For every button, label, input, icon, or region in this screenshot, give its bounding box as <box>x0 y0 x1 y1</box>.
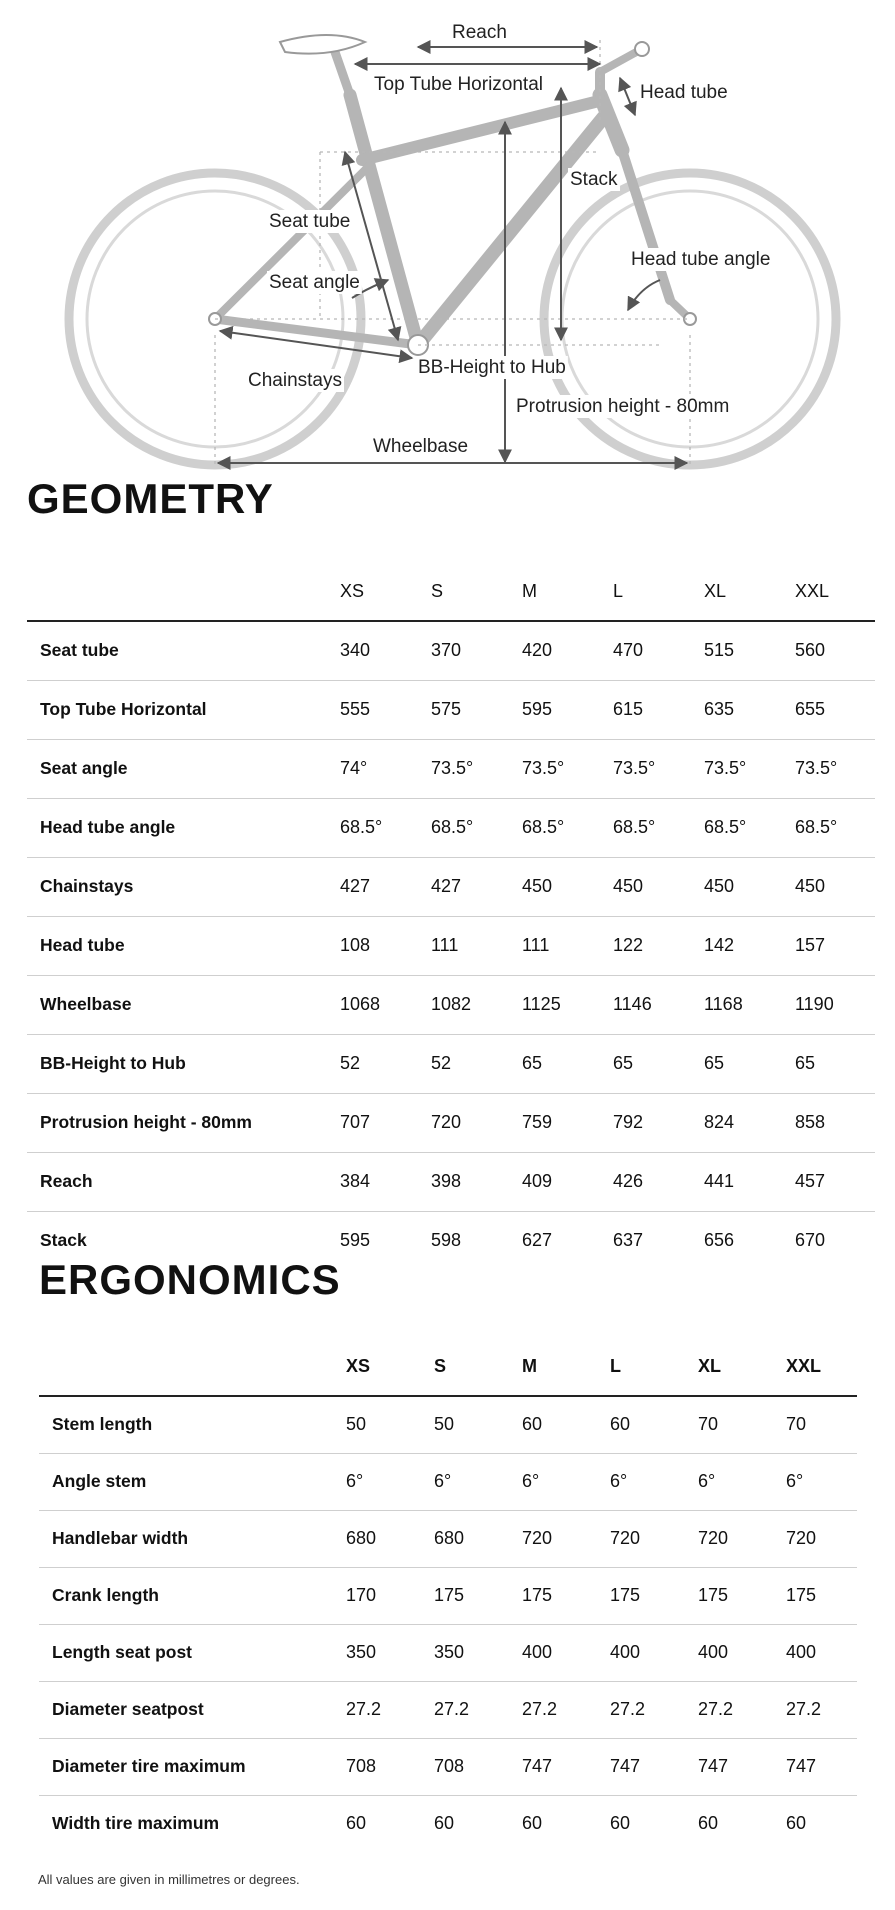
value-cell: 65 <box>795 1034 875 1093</box>
size-header: S <box>431 558 522 621</box>
value-cell: 1190 <box>795 975 875 1034</box>
table-row <box>27 798 875 857</box>
value-cell: 175 <box>610 1567 698 1624</box>
value-cell: 50 <box>434 1396 522 1453</box>
value-cell: 73.5° <box>522 739 613 798</box>
bike-geometry-diagram <box>0 0 895 470</box>
label-protrusion-height: Protrusion height - 80mm <box>516 396 730 417</box>
geometry-header-row <box>27 558 875 621</box>
value-cell: 1168 <box>704 975 795 1034</box>
value-cell: 792 <box>613 1093 704 1152</box>
value-cell: 6° <box>610 1453 698 1510</box>
header-blank <box>27 558 340 621</box>
value-cell: 450 <box>795 857 875 916</box>
label-bb-height-to-hub: BB-Height to Hub <box>418 357 566 378</box>
value-cell: 470 <box>613 621 704 680</box>
size-header: XL <box>704 558 795 621</box>
size-header: L <box>610 1338 698 1396</box>
value-cell: 759 <box>522 1093 613 1152</box>
table-row <box>39 1738 857 1795</box>
value-cell: 680 <box>434 1510 522 1567</box>
footnote: All values are given in millimetres or degrees. <box>38 1872 300 1887</box>
value-cell: 142 <box>704 916 795 975</box>
label-seat-tube: Seat tube <box>269 211 351 232</box>
table-row <box>39 1795 857 1852</box>
row-label: BB-Height to Hub <box>27 1034 340 1093</box>
value-cell: 52 <box>431 1034 522 1093</box>
value-cell: 427 <box>431 857 522 916</box>
value-cell: 595 <box>340 1230 371 1251</box>
value-cell: 680 <box>346 1510 434 1567</box>
row-label: Length seat post <box>39 1624 346 1681</box>
value-cell: 656 <box>704 1230 735 1251</box>
value-cell: 1146 <box>613 975 704 1034</box>
table-row <box>39 1510 857 1567</box>
value-cell: 409 <box>522 1152 613 1211</box>
value-cell: 6° <box>522 1453 610 1510</box>
value-cell: 60 <box>786 1813 807 1834</box>
value-cell: 635 <box>704 680 795 739</box>
value-cell: 157 <box>795 916 875 975</box>
value-cell: 427 <box>340 857 431 916</box>
table-row <box>27 916 875 975</box>
value-cell: 720 <box>522 1510 610 1567</box>
row-label: Protrusion height - 80mm <box>27 1093 340 1152</box>
ergonomics-header-row <box>39 1338 857 1396</box>
label-head-tube: Head tube <box>640 82 728 103</box>
value-cell: 707 <box>340 1093 431 1152</box>
table-row <box>27 857 875 916</box>
geometry-title: GEOMETRY <box>27 475 274 522</box>
value-cell: 350 <box>434 1624 522 1681</box>
table-row <box>39 1624 857 1681</box>
value-cell: 747 <box>698 1738 786 1795</box>
value-cell: 858 <box>795 1093 875 1152</box>
value-cell: 637 <box>613 1230 644 1251</box>
value-cell: 27.2 <box>346 1681 434 1738</box>
label-wheelbase: Wheelbase <box>373 436 469 457</box>
value-cell: 73.5° <box>704 739 795 798</box>
saddle <box>280 35 365 54</box>
value-cell: 175 <box>434 1567 522 1624</box>
value-cell: 65 <box>613 1034 704 1093</box>
value-cell: 68.5° <box>704 798 795 857</box>
value-cell: 426 <box>613 1152 704 1211</box>
value-cell: 457 <box>795 1152 875 1211</box>
handlebar <box>635 42 649 56</box>
value-cell: 27.2 <box>522 1681 610 1738</box>
label-stack: Stack <box>570 169 618 190</box>
row-label: Head tube angle <box>27 798 340 857</box>
label-reach: Reach <box>452 22 507 43</box>
value-cell: 60 <box>610 1813 631 1834</box>
value-cell: 108 <box>340 916 431 975</box>
table-row <box>27 621 875 680</box>
size-header: XS <box>340 558 431 621</box>
value-cell: 60 <box>610 1396 698 1453</box>
value-cell: 670 <box>795 1230 826 1251</box>
table-row <box>27 975 875 1034</box>
row-label: Reach <box>27 1152 340 1211</box>
table-row <box>27 1034 875 1093</box>
value-cell: 598 <box>431 1230 462 1251</box>
row-label: Wheelbase <box>27 975 340 1034</box>
value-cell: 400 <box>610 1624 698 1681</box>
value-cell: 400 <box>786 1624 857 1681</box>
value-cell: 68.5° <box>431 798 522 857</box>
table-row <box>39 1396 857 1453</box>
value-cell: 720 <box>698 1510 786 1567</box>
value-cell: 73.5° <box>431 739 522 798</box>
value-cell: 73.5° <box>795 739 875 798</box>
value-cell: 6° <box>434 1453 522 1510</box>
row-label: Head tube <box>27 916 340 975</box>
size-header: XXL <box>786 1338 857 1396</box>
table-row <box>39 1453 857 1510</box>
row-label: Handlebar width <box>39 1510 346 1567</box>
label-top-tube-horizontal: Top Tube Horizontal <box>374 74 543 95</box>
value-cell: 398 <box>431 1152 522 1211</box>
value-cell: 27.2 <box>610 1681 698 1738</box>
value-cell: 170 <box>346 1567 434 1624</box>
value-cell: 70 <box>786 1396 857 1453</box>
value-cell: 1082 <box>431 975 522 1034</box>
value-cell: 384 <box>340 1152 431 1211</box>
value-cell: 68.5° <box>795 798 875 857</box>
value-cell: 175 <box>786 1567 857 1624</box>
value-cell: 747 <box>786 1738 857 1795</box>
table-row <box>39 1681 857 1738</box>
row-label: Crank length <box>39 1567 346 1624</box>
ergonomics-table <box>39 1338 857 1852</box>
table-row <box>27 680 875 739</box>
value-cell: 720 <box>786 1510 857 1567</box>
value-cell: 27.2 <box>698 1681 786 1738</box>
value-cell: 73.5° <box>613 739 704 798</box>
value-cell: 1068 <box>340 975 431 1034</box>
value-cell: 441 <box>704 1152 795 1211</box>
value-cell: 515 <box>704 621 795 680</box>
value-cell: 720 <box>431 1093 522 1152</box>
value-cell: 420 <box>522 621 613 680</box>
value-cell: 27.2 <box>434 1681 522 1738</box>
value-cell: 720 <box>610 1510 698 1567</box>
value-cell: 60 <box>346 1813 367 1834</box>
size-header: L <box>613 558 704 621</box>
value-cell: 50 <box>346 1396 434 1453</box>
value-cell: 450 <box>522 857 613 916</box>
value-cell: 60 <box>522 1396 610 1453</box>
value-cell: 111 <box>431 916 522 975</box>
row-label: Angle stem <box>39 1453 346 1510</box>
value-cell: 747 <box>610 1738 698 1795</box>
row-label: Seat angle <box>27 739 340 798</box>
value-cell: 175 <box>522 1567 610 1624</box>
value-cell: 450 <box>704 857 795 916</box>
row-label: Chainstays <box>27 857 340 916</box>
row-label: Diameter seatpost <box>39 1681 346 1738</box>
value-cell: 74° <box>340 739 431 798</box>
value-cell: 627 <box>522 1230 553 1251</box>
value-cell: 6° <box>786 1453 857 1510</box>
value-cell: 615 <box>613 680 704 739</box>
size-header: M <box>522 1338 610 1396</box>
size-header: S <box>434 1338 522 1396</box>
row-label: Stack <box>40 1230 87 1251</box>
value-cell: 747 <box>522 1738 610 1795</box>
table-row <box>27 1093 875 1152</box>
row-label: Stem length <box>39 1396 346 1453</box>
value-cell: 60 <box>434 1813 455 1834</box>
ergonomics-title: ERGONOMICS <box>39 1256 341 1303</box>
value-cell: 350 <box>346 1624 434 1681</box>
value-cell: 370 <box>431 621 522 680</box>
bike-illustration <box>0 0 895 470</box>
value-cell: 595 <box>522 680 613 739</box>
row-label: Top Tube Horizontal <box>27 680 340 739</box>
row-label: Seat tube <box>27 621 340 680</box>
label-head-tube-angle: Head tube angle <box>631 249 771 270</box>
value-cell: 68.5° <box>340 798 431 857</box>
value-cell: 340 <box>340 621 431 680</box>
value-cell: 60 <box>698 1813 719 1834</box>
value-cell: 6° <box>698 1453 786 1510</box>
value-cell: 122 <box>613 916 704 975</box>
value-cell: 68.5° <box>613 798 704 857</box>
value-cell: 555 <box>340 680 431 739</box>
value-cell: 655 <box>795 680 875 739</box>
value-cell: 27.2 <box>786 1681 857 1738</box>
value-cell: 824 <box>704 1093 795 1152</box>
size-header: XS <box>346 1338 434 1396</box>
value-cell: 400 <box>698 1624 786 1681</box>
value-cell: 560 <box>795 621 875 680</box>
value-cell: 111 <box>522 916 613 975</box>
size-header: M <box>522 558 613 621</box>
value-cell: 708 <box>346 1738 434 1795</box>
value-cell: 400 <box>522 1624 610 1681</box>
table-row <box>39 1567 857 1624</box>
table-row <box>27 739 875 798</box>
size-header: XL <box>698 1338 786 1396</box>
value-cell: 708 <box>434 1738 522 1795</box>
value-cell: 175 <box>698 1567 786 1624</box>
geometry-table <box>27 558 875 1270</box>
value-cell: 450 <box>613 857 704 916</box>
row-label: Diameter tire maximum <box>39 1738 346 1795</box>
value-cell: 65 <box>704 1034 795 1093</box>
value-cell: 65 <box>522 1034 613 1093</box>
value-cell: 68.5° <box>522 798 613 857</box>
value-cell: 6° <box>346 1453 434 1510</box>
size-header: XXL <box>795 558 875 621</box>
value-cell: 70 <box>698 1396 786 1453</box>
label-seat-angle: Seat angle <box>269 272 360 293</box>
value-cell: 575 <box>431 680 522 739</box>
header-blank <box>39 1338 346 1396</box>
value-cell: 52 <box>340 1034 431 1093</box>
value-cell: 1125 <box>522 975 613 1034</box>
table-row <box>27 1152 875 1211</box>
row-label: Width tire maximum <box>52 1813 220 1834</box>
value-cell: 60 <box>522 1813 543 1834</box>
label-chainstays: Chainstays <box>248 370 342 391</box>
